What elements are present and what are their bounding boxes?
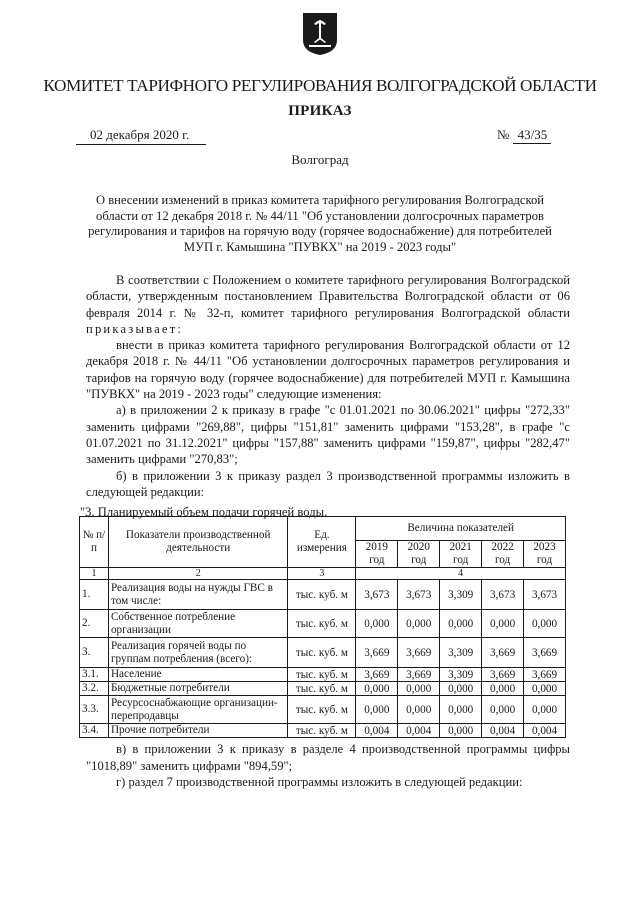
- row-value: 0,000: [524, 682, 566, 696]
- row-value: 0,000: [398, 682, 440, 696]
- row-value: 0,000: [524, 610, 566, 638]
- row-value: 3,673: [398, 580, 440, 610]
- row-value: 3,669: [524, 668, 566, 682]
- table-row: [80, 696, 566, 724]
- table-row: [80, 580, 566, 610]
- order-word: приказывает:: [86, 321, 184, 336]
- city: Волгоград: [291, 152, 349, 167]
- row-value: 3,309: [440, 580, 482, 610]
- row-value: 3,669: [398, 668, 440, 682]
- order-body: [86, 272, 570, 500]
- row-value: 0,004: [356, 724, 398, 738]
- row-value: 3,669: [482, 668, 524, 682]
- paragraph-text: В соответствии с Положением о комитете тарифного регулирования Волгоградской области, утвержденным постановлением Правительства Волгоградской области от 06 февраля 2014 г. № 32-п, комитет тарифного регулирования Волгоградской области: [86, 273, 570, 320]
- row-value: 3,669: [398, 638, 440, 668]
- row-num: 2.: [80, 610, 109, 638]
- row-name: Собственное потребление организации: [108, 610, 288, 638]
- production-program-table: [79, 516, 566, 738]
- row-value: 0,000: [356, 682, 398, 696]
- row-value: 0,000: [482, 682, 524, 696]
- row-value: 3,669: [356, 638, 398, 668]
- coat-of-arms-emblem: [302, 12, 338, 56]
- order-body-continued: [86, 741, 570, 791]
- table-row: [80, 638, 566, 668]
- row-value: 0,000: [440, 610, 482, 638]
- row-value: 0,000: [482, 610, 524, 638]
- row-value: 3,673: [356, 580, 398, 610]
- header-year: 2023 год: [524, 541, 566, 568]
- header-unit: Ед. измерения: [288, 517, 356, 568]
- row-value: 0,000: [440, 682, 482, 696]
- row-value: 0,000: [524, 696, 566, 724]
- row-num: 3.: [80, 638, 109, 668]
- body-paragraph-6: г) раздел 7 производственной программы изложить в следующей редакции:: [116, 775, 523, 789]
- row-value: 0,000: [398, 610, 440, 638]
- row-unit: тыс. куб. м: [288, 580, 356, 610]
- table-title: "3. Планируемый объем подачи горячей воды.: [80, 505, 328, 519]
- row-value: 3,673: [482, 580, 524, 610]
- col-number: 2: [108, 568, 288, 580]
- row-unit: тыс. куб. м: [288, 724, 356, 738]
- row-value: 3,669: [482, 638, 524, 668]
- row-name: Население: [108, 668, 288, 682]
- row-unit: тыс. куб. м: [288, 668, 356, 682]
- organization-title: КОМИТЕТ ТАРИФНОГО РЕГУЛИРОВАНИЯ ВОЛГОГРАДСКОЙ ОБЛАСТИ: [43, 76, 597, 95]
- row-value: 0,004: [398, 724, 440, 738]
- body-paragraph-4: б) в приложении 3 к приказу раздел 3 производственной программы изложить в следующей редакции:: [86, 468, 570, 499]
- header-year: 2022 год: [482, 541, 524, 568]
- row-name: Реализация воды на нужды ГВС в том числе:: [108, 580, 288, 610]
- row-value: 3,309: [440, 638, 482, 668]
- table-row: [80, 682, 566, 696]
- order-date: 02 декабря 2020 г.: [76, 127, 206, 145]
- number-value: 43/35: [513, 127, 551, 144]
- row-value: 3,309: [440, 668, 482, 682]
- row-value: 0,000: [440, 696, 482, 724]
- body-paragraph-2: внести в приказ комитета тарифного регулирования Волгоградской области от 12 декабря 2018 г. № 44/11 "Об установлении долгосрочных параметров регулирования и тарифов на горячую воду (горячее водоснабжение) для потребителей МУП г. Камышина "ПУВКХ" на 2019 - 2023 годы" следующие изменения:: [86, 338, 570, 402]
- row-name: Реализация горячей воды по группам потребления (всего):: [108, 638, 288, 668]
- row-value: 0,000: [440, 724, 482, 738]
- row-value: 0,000: [398, 696, 440, 724]
- row-value: 3,669: [356, 668, 398, 682]
- row-value: 0,000: [482, 696, 524, 724]
- row-value: 0,000: [356, 696, 398, 724]
- header-year: 2020 год: [398, 541, 440, 568]
- body-paragraph-5: в) в приложении 3 к приказу в разделе 4 производственной программы цифры "1018,89" заменить цифрами "894,59";: [86, 742, 570, 773]
- row-unit: тыс. куб. м: [288, 696, 356, 724]
- row-name: Ресурсоснабжающие организации-перепродавцы: [108, 696, 288, 724]
- body-paragraph-1: [86, 272, 570, 337]
- order-number: [497, 127, 551, 144]
- row-unit: тыс. куб. м: [288, 610, 356, 638]
- number-label: №: [497, 127, 510, 142]
- row-value: 3,673: [524, 580, 566, 610]
- header-year: 2019 год: [356, 541, 398, 568]
- row-unit: тыс. куб. м: [288, 638, 356, 668]
- col-number: 1: [80, 568, 109, 580]
- row-name: Прочие потребители: [108, 724, 288, 738]
- table-row: [80, 724, 566, 738]
- row-value: 0,000: [356, 610, 398, 638]
- header-num: № п/п: [80, 517, 109, 568]
- row-name: Бюджетные потребители: [108, 682, 288, 696]
- document-type: ПРИКАЗ: [288, 103, 352, 119]
- header-indicator: Показатели производственной деятельности: [108, 517, 288, 568]
- order-subject: О внесении изменений в приказ комитета тарифного регулирования Волгоградской области от 12 декабря 2018 г. № 44/11 "Об установлении долгосрочных параметров регулирования и тарифов на горячую воду (горячее водоснабжение) для потребителей МУП г. Камышина "ПУВКХ" на 2019 - 2023 годы": [88, 193, 552, 254]
- row-unit: тыс. куб. м: [288, 682, 356, 696]
- row-num: 3.1.: [80, 668, 109, 682]
- row-num: 3.3.: [80, 696, 109, 724]
- header-year: 2021 год: [440, 541, 482, 568]
- body-paragraph-3: а) в приложении 2 к приказу в графе "с 01.01.2021 по 30.06.2021" цифры "272,33" заменить цифрами "269,88", цифры "151,81" заменить цифрами "153,28", в графе "с 01.07.2021 по 31.12.2021" цифры "157,88" заменить цифрами "159,87", цифры "282,47" заменить цифрами "270,83";: [86, 403, 570, 467]
- row-num: 3.4.: [80, 724, 109, 738]
- row-num: 1.: [80, 580, 109, 610]
- col-number: 3: [288, 568, 356, 580]
- row-value: 0,004: [524, 724, 566, 738]
- row-num: 3.2.: [80, 682, 109, 696]
- table-row: [80, 610, 566, 638]
- col-number: 4: [356, 568, 566, 580]
- header-values: Величина показателей: [356, 517, 566, 541]
- table-row: [80, 668, 566, 682]
- row-value: 3,669: [524, 638, 566, 668]
- row-value: 0,004: [482, 724, 524, 738]
